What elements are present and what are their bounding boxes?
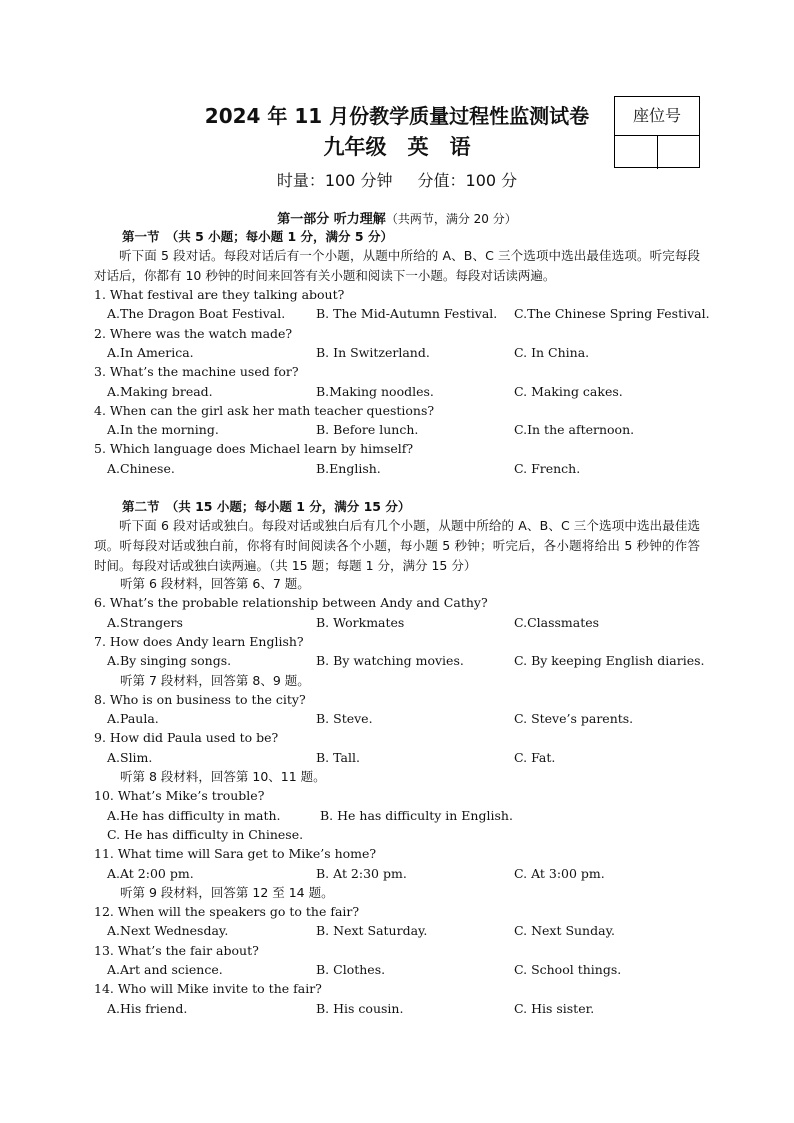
question-stem: 8. Who is on business to the city?	[94, 691, 306, 707]
listening-note: 听第 6 段材料，回答第 6、7 题。	[120, 576, 310, 591]
question-stem: 14. Who will Mike invite to the fair?	[94, 981, 322, 997]
option-c: C. Making cakes.	[514, 383, 623, 399]
section1-instructions: 听下面 5 段对话。每段对话后有一个小题，从题中所给的 A、B、C 三个选项中选出最佳选项。听完每段对话后，你都有 10 秒钟的时间来回答有关小题和阅读下一小题。每段对话读两遍。	[94, 248, 700, 283]
option-b: B. Steve.	[316, 711, 373, 727]
option-a: A.The Dragon Boat Festival.	[107, 306, 286, 322]
question-stem: 13. What’s the fair about?	[94, 942, 259, 958]
listening-note: 听第 9 段材料，回答第 12 至 14 题。	[120, 884, 334, 900]
option-a: A.By singing songs.	[107, 653, 232, 669]
option-b: B. At 2:30 pm.	[316, 865, 407, 881]
option-a: A.At 2:00 pm.	[107, 865, 194, 881]
question-stem: 4. When can the girl ask her math teacher questions?	[94, 402, 435, 418]
exam-meta	[0, 168, 794, 191]
option-c: C. School things.	[514, 962, 622, 977]
option-b: B. Before lunch.	[316, 422, 419, 438]
option-b: B.English.	[316, 460, 381, 476]
question-stem: 5. Which language does Michael learn by himself?	[94, 441, 414, 457]
option-b: B. He has difficulty in English.	[320, 807, 513, 823]
option-b: B. Clothes.	[316, 962, 386, 977]
question-stem: 11. What time will Sara get to Mike’s home?	[94, 846, 377, 862]
seat-number-cells	[615, 136, 699, 169]
question-stem: 1. What festival are they talking about?	[94, 287, 345, 302]
option-c: C. At 3:00 pm.	[514, 865, 605, 881]
option-a: A.He has difficulty in math.	[107, 807, 281, 823]
option-a: A.Strangers	[107, 614, 183, 630]
exam-title: 2024 年 11 月份教学质量过程性监测试卷	[204, 104, 590, 128]
option-c: C.Classmates	[514, 614, 600, 630]
option-a: A.Slim.	[107, 749, 153, 765]
option-c: C.The Chinese Spring Festival.	[514, 306, 710, 322]
option-c: C. In China.	[514, 344, 590, 360]
part1-heading-note: （共两节，满分 20 分）	[385, 212, 517, 226]
question-stem: 7. How does Andy learn English?	[94, 633, 304, 649]
seat-number-label: 座位号	[615, 97, 699, 136]
option-c: C. Next Sunday.	[514, 923, 615, 939]
option-c: C. Steve’s parents.	[514, 711, 634, 727]
listening-note: 听第 7 段材料，回答第 8、9 题。	[120, 672, 310, 688]
seat-cell	[615, 136, 658, 169]
option-b: B. The Mid-Autumn Festival.	[316, 306, 498, 322]
option-a: A.Chinese.	[107, 460, 175, 476]
option-a: A.Making bread.	[107, 383, 213, 399]
seat-number-box	[614, 96, 700, 168]
option-b: B.Making noodles.	[316, 383, 434, 399]
option-a: A.Paula.	[107, 711, 159, 727]
option-a: A.Art and science.	[107, 962, 223, 977]
part1-heading	[0, 208, 794, 227]
option-c: C. He has difficulty in Chinese.	[107, 826, 304, 842]
option-a: A.In America.	[107, 344, 194, 360]
question-stem: 6. What’s the probable relationship between Andy and Cathy?	[94, 595, 488, 611]
option-b: B. By watching movies.	[316, 653, 464, 669]
total-score: 分值：100 分	[417, 171, 518, 190]
exam-subtitle: 九年级 英 语	[323, 135, 471, 159]
option-b: B. Tall.	[316, 749, 360, 765]
seat-cell	[658, 136, 700, 169]
section2-heading: 第二节 （共 15 小题；每小题 1 分，满分 15 分）	[122, 499, 411, 514]
question-stem: 12. When will the speakers go to the fair?	[94, 904, 360, 920]
time-limit: 时量：100 分钟	[276, 171, 393, 190]
option-c: C. By keeping English diaries.	[514, 653, 705, 669]
option-c: C. Fat.	[514, 749, 556, 765]
option-c: C. French.	[514, 460, 581, 476]
option-a: A.Next Wednesday.	[107, 923, 229, 939]
option-b: B. Workmates	[316, 614, 405, 630]
section2-instructions: 听下面 6 段对话或独白。每段对话或独白后有几个小题，从题中所给的 A、B、C 三个选项中选出最佳选项。听每段对话或独白前，你将有时间阅读各个小题，每小题 5 秒钟；听完后，各小题将给出 5 秒钟的作答时间。每段对话或独白读两遍。（共 15 题；每题 1 分，满分 15 分）	[94, 518, 700, 573]
question-stem: 3. What’s the machine used for?	[94, 364, 299, 380]
option-b: B. Next Saturday.	[316, 923, 428, 939]
option-a: A.In the morning.	[107, 422, 219, 438]
option-c: C. His sister.	[514, 1000, 595, 1016]
option-b: B. In Switzerland.	[316, 344, 430, 360]
section1-heading: 第一节 （共 5 小题；每小题 1 分，满分 5 分）	[122, 229, 393, 244]
option-c: C.In the afternoon.	[514, 422, 635, 438]
listening-note: 听第 8 段材料，回答第 10、11 题。	[120, 769, 326, 784]
question-stem: 10. What’s Mike’s trouble?	[94, 788, 265, 804]
option-b: B. His cousin.	[316, 1000, 404, 1016]
option-a: A.His friend.	[107, 1000, 188, 1016]
part1-heading-text: 第一部分 听力理解	[277, 212, 386, 227]
question-stem: 9. How did Paula used to be?	[94, 730, 279, 746]
question-stem: 2. Where was the watch made?	[94, 325, 293, 341]
